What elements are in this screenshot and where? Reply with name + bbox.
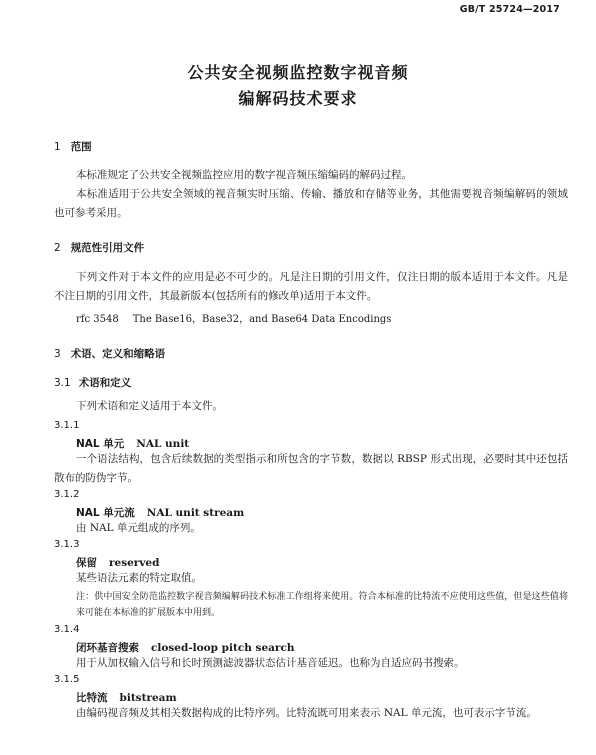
section-title: 范围 [70, 141, 92, 153]
standard-code: GB/T 25724—2017 [459, 4, 560, 15]
term-en: NAL unit stream [146, 507, 245, 519]
term-en: reserved [109, 557, 160, 569]
document-title-line1: 公共安全视频监控数字视音频 [187, 63, 409, 82]
term-en: NAL unit [136, 438, 190, 450]
term-cn: 闭环基音搜索 [76, 642, 139, 654]
term-definition: 由编码视音频及其相关数据构成的比特序列。比特流既可用来表示 NAL 单元流，也可表示字节流。 [76, 707, 537, 719]
reference-title: The Base16，Base32，and Base64 Data Encodings [132, 314, 392, 325]
section-2-heading [54, 240, 144, 255]
term-cn: 比特流 [76, 692, 108, 704]
section-number: 1 [54, 141, 61, 153]
section-3-1-heading [54, 375, 131, 390]
section-number: 3.1 [54, 377, 71, 389]
term-heading [76, 505, 244, 520]
term-cn: 保留 [76, 557, 97, 569]
term-definition: 一个语法结构，包含后续数据的类型指示和所包含的字节数，数据以 RBSP 形式出现，必要时其中还包括散布的防伪字节。 [54, 453, 568, 484]
section-title: 规范性引用文件 [70, 242, 145, 254]
section-number: 3 [54, 348, 61, 360]
term-number: 3.1.3 [54, 539, 80, 550]
term-definition: 某些语法元素的特定取值。 [76, 572, 202, 584]
term-cn: NAL 单元 [76, 438, 125, 450]
term-note: 注：供中国安全防范监控数字视音频编解码技术标准工作组将来使用。符合本标准的比特流不应使用这些值，但是这些值将来可能在本标准的扩展版本中用到。 [76, 592, 568, 618]
term-heading [76, 436, 189, 451]
section-1-para-2: 本标准适用于公共安全领域的视音频实时压缩、传输、播放和存储等业务，其他需要视音频编解码的领域也可参考采用。 [54, 188, 568, 219]
reference-code: rfc 3548 [76, 314, 119, 325]
term-number: 3.1.1 [54, 420, 80, 431]
section-1-heading [54, 139, 92, 154]
section-title: 术语、定义和缩略语 [70, 348, 166, 360]
document-title-line2: 编解码技术要求 [238, 89, 358, 108]
term-en: bitstream [119, 692, 177, 704]
normative-reference [76, 310, 391, 325]
term-heading [76, 690, 177, 705]
term-definition: 由 NAL 单元组成的序列。 [76, 522, 201, 534]
section-3-heading [54, 346, 165, 361]
term-number: 3.1.2 [54, 489, 80, 500]
term-number: 3.1.4 [54, 624, 80, 635]
section-title: 术语和定义 [78, 377, 132, 389]
section-number: 2 [54, 242, 61, 254]
section-3-1-para-1: 下列术语和定义适用于本文件。 [76, 400, 223, 412]
term-number: 3.1.5 [54, 674, 80, 685]
term-en: closed-loop pitch search [151, 642, 295, 654]
section-1-para-1: 本标准规定了公共安全视频监控应用的数字视音频压缩编码的解码过程。 [76, 169, 412, 181]
term-heading [76, 640, 295, 655]
term-heading [76, 555, 159, 570]
section-2-para-1: 下列文件对于本文件的应用是必不可少的。凡是注日期的引用文件，仅注日期的版本适用于本文件。凡是不注日期的引用文件，其最新版本(包括所有的修改单)适用于本文件。 [54, 271, 568, 302]
term-definition: 用于从加权输入信号和长时预测滤波器状态估计基音延迟。也称为自适应码书搜索。 [76, 657, 465, 669]
term-cn: NAL 单元流 [76, 507, 135, 519]
